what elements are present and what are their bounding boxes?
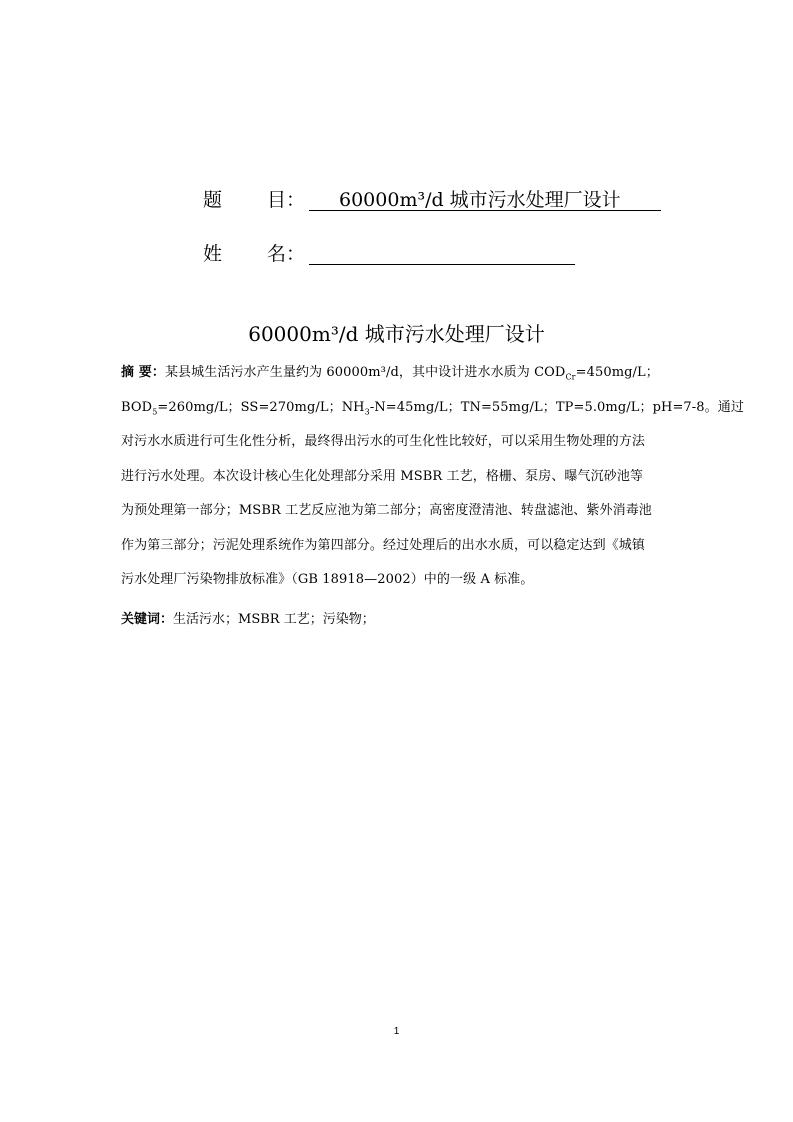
name-label-char2: 名： bbox=[267, 243, 306, 265]
abstract-line-4: 进行污水处理。本次设计核心生化处理部分采用 MSBR 工艺，格栅、泵房、曝气沉砂池等 bbox=[121, 468, 644, 484]
name-label-char1: 姓 bbox=[203, 243, 223, 265]
abstract-line-2 bbox=[121, 391, 744, 426]
abstract-text: =450mg/L； bbox=[575, 365, 659, 380]
keywords-value: 生活污水；MSBR 工艺；污染物； bbox=[173, 612, 375, 627]
abstract-text: BOD bbox=[121, 399, 153, 415]
name-underline bbox=[309, 264, 575, 265]
abstract-text: 某县城生活污水产生量约为 60000m³/d，其中设计进水水质为 COD bbox=[164, 365, 566, 380]
keywords-line bbox=[121, 606, 375, 634]
title-label-char2: 目： bbox=[267, 189, 306, 211]
abstract-line-1 bbox=[121, 356, 674, 391]
abstract-line-6: 作为第三部分；污泥处理系统作为第四部分。经过处理后的出水水质，可以稳定达到《城镇 bbox=[121, 537, 646, 553]
abstract-label: 摘 要： bbox=[121, 365, 165, 380]
subscript: Cr bbox=[565, 372, 576, 382]
abstract-text: =260mg/L；SS=270mg/L；NH bbox=[157, 399, 365, 415]
abstract-line-3: 对污水水质进行可生化性分析，最终得出污水的可生化性比较好，可以采用生物处理的方法 bbox=[121, 434, 646, 449]
abstract-text: -N=45mg/L；TN=55mg/L；TP=5.0mg/L；pH=7-8。通过 bbox=[369, 399, 744, 415]
subscript: 5 bbox=[152, 407, 158, 417]
abstract-line-7: 污水处理厂污染物排放标准》（GB 18918—2002）中的一级 A 标准。 bbox=[121, 572, 534, 587]
keywords-label: 关键词： bbox=[121, 612, 174, 627]
abstract-block bbox=[121, 356, 744, 598]
title-label-char1: 题 bbox=[203, 189, 223, 211]
abstract-line-5: 为预处理第一部分；MSBR 工艺反应池为第二部分；高密度澄清池、转盘滤池、紫外消毒池 bbox=[121, 503, 652, 518]
subscript: 3 bbox=[364, 407, 370, 417]
page-number: 1 bbox=[393, 1026, 400, 1037]
title-value: 60000m³/d 城市污水处理厂设计 bbox=[339, 189, 621, 211]
document-heading: 60000m³/d 城市污水处理厂设计 bbox=[248, 322, 545, 346]
